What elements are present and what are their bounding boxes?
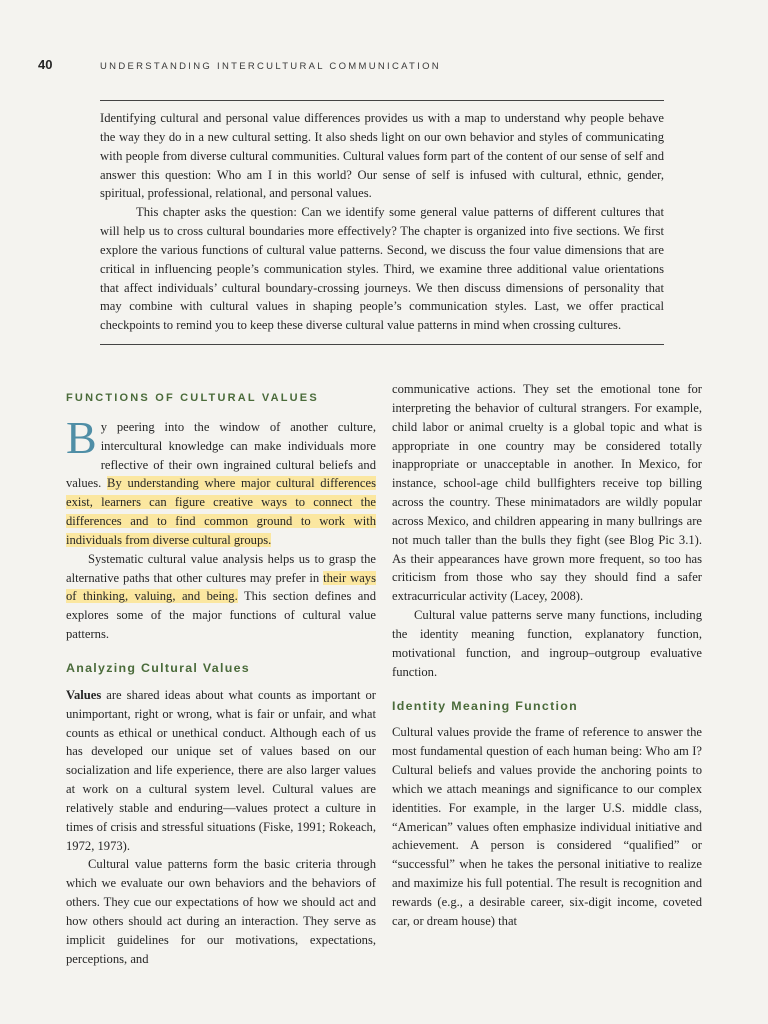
body-paragraph: Cultural value patterns form the basic criteria through which we evaluate our own behaviors and the behaviors of others. They cue our expectations of how we should act and how others should act during an interaction. They serve as implicit guidelines for our motivations, expectations, perceptions, and (66, 857, 376, 966)
paragraph-text: This section defines and explores some of the major functions of cultural value patterns. (66, 589, 376, 642)
key-term: Values (66, 687, 102, 702)
subsection-heading: Identity Meaning Function (392, 698, 578, 713)
opening-paragraph (66, 411, 376, 550)
right-column (392, 380, 702, 931)
subsection-heading: Analyzing Cultural Values (66, 660, 250, 675)
drop-cap: B (66, 411, 97, 463)
intro-paragraph: Identifying cultural and personal value differences provides us with a map to understand why people behave the way they do in a new cultural setting. It also sheds light on our own behavior and styles of communicating with people from diverse cultural communities. Cultural values form part of the content of our sense of self and answer this question: Who am I in this world? Our sense of self is infused with cultural, ethnic, gender, spiritual, professional, relational, and personal values. (100, 111, 664, 201)
body-paragraph: communicative actions. They set the emotional tone for interpreting the behavior of cultural strangers. For example, child labor or animal cruelty is a global topic and what is appropriate in one country may be considered totally inappropriate or unacceptable in another. In Mexico, for instance, school-age child bullfighters receive top billing across the country. These minimatadors are wildly popular across Mexico, and children appearing in many bullrings are not much taller than the bulls they fight (see Blog Pic 3.1). As their appearances have grown more frequent, so too has criticism from those who say they should find a safer extracurricular activity (Lacey, 2008). (392, 382, 702, 604)
paragraph-text: are shared ideas about what counts as important or unimportant, right or wrong, what is fair or unfair, and what counts as ethical or unethical conduct. Although each of us has developed our unique set of values based on our socialization and life experience, there are also larger values at work on a cultural system level. Cultural values are relatively stable and enduring—values protect a culture in times of crisis and stressful situations (Fiske, 1991; Rokeach, 1972, 1973). (66, 687, 376, 853)
running-head (38, 57, 441, 72)
body-paragraph: Cultural values provide the frame of reference to answer the most fundamental question of each human being: Who am I? Cultural beliefs and values provide the anchoring points to which we attach meanings and significance to our complex identities. For example, in the larger U.S. middle class, “American” values often emphasize individual initiative and achievement. A person is considered “qualified” or “successful” when he takes the personal initiative to realize and maximize his full potential. The result is recognition and rewards (e.g., a desirable career, six-digit income, coveted car, or dream house) that (392, 725, 702, 928)
chapter-intro-box (100, 100, 664, 345)
left-column (66, 380, 376, 968)
paragraph-text: y peering into the window of another culture, intercultural knowledge can make individuals more reflective of their own ingrained cultural beliefs and values. (66, 419, 376, 491)
running-title: UNDERSTANDING INTERCULTURAL COMMUNICATION (100, 61, 441, 72)
paragraph-text: Systematic cultural value analysis helps us to grasp the alternative paths that other cultures may prefer in (66, 551, 376, 585)
intro-paragraph: This chapter asks the question: Can we identify some general value patterns of different cultures that will help us to cross cultural boundaries more effectively? The chapter is organized into five sections. We first explore the various functions of cultural value patterns. Second, we discuss the four value dimensions that are critical in influencing people’s communication styles. Third, we examine three additional value orientations that affect individuals’ cultural boundary-crossing journeys. We then discuss dimensions of personality that may combine with cultural values in shaping people’s communication styles. Last, we offer practical checkpoints to remind you to keep these diverse cultural value patterns in mind when crossing cultures. (100, 205, 664, 333)
section-heading: FUNCTIONS OF CULTURAL VALUES (66, 392, 319, 404)
page-number: 40 (38, 57, 53, 72)
body-paragraph: Cultural value patterns serve many functions, including the identity meaning function, explanatory function, motivational function, and ingroup–outgroup evaluative function. (392, 608, 702, 679)
highlighted-text: By understanding where major cultural differences exist, learners can figure creative ways to connect the differences and to find common ground to work with individuals from diverse cultural groups. (66, 476, 376, 547)
highlighted-text: their ways of thinking, valuing, and being. (66, 570, 377, 604)
body-paragraph (66, 550, 376, 644)
body-paragraph (66, 686, 376, 856)
